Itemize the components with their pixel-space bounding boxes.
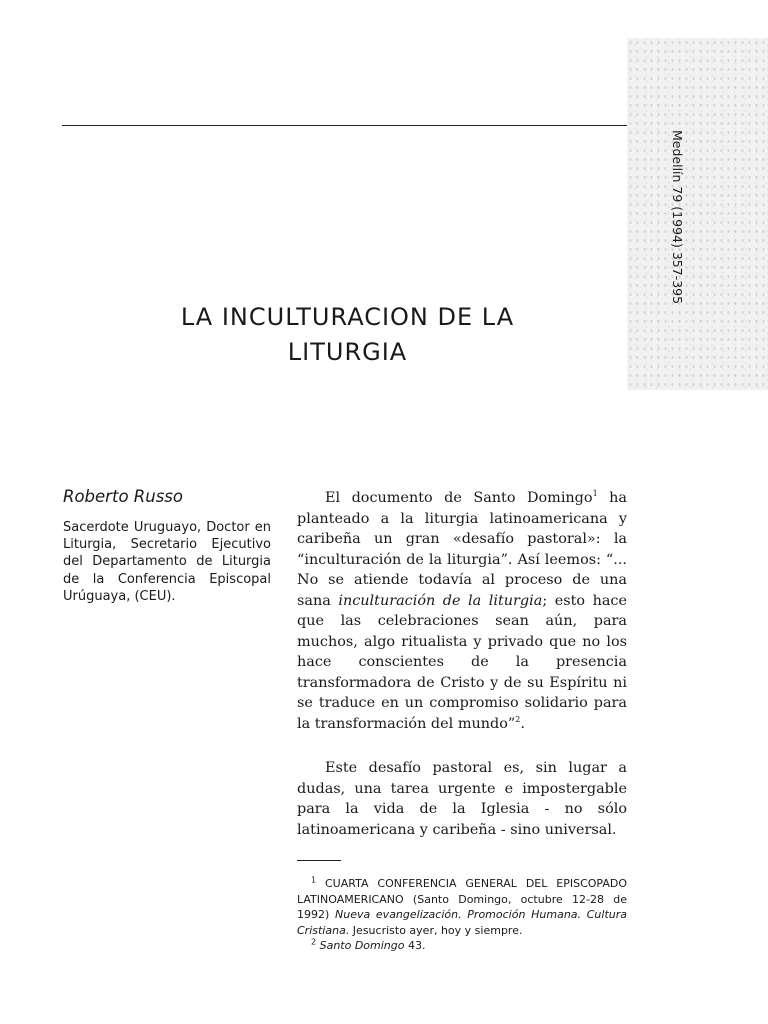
p1-text-c: ; esto hace que las celebraciones sean aún, para muchos, algo ritualista y privado que no los hace conscientes de la presencia transformadora de Cristo y de su Espíritu ni se traduce en un compromiso solidario para la transformación del mundo”: [297, 592, 627, 732]
scanned-margin-strip: [627, 38, 768, 390]
p1-emphasis: inculturación de la liturgia: [338, 592, 543, 609]
footnote-2-marker: 2: [311, 937, 317, 947]
footnote-1: [297, 876, 627, 938]
footnote-1-italic: Nueva evangelización. Promoción Humana. Cultura Cristiana.: [297, 908, 627, 937]
footnote-2: [297, 938, 627, 954]
footnote-2-tail: 43.: [404, 939, 426, 953]
author-name: Roberto Russo: [63, 487, 183, 506]
footnote-ref-1: 1: [592, 489, 598, 499]
p1-text-b: ha planteado a la liturgia latinoamericana y caribeña un gran «desafío pastoral»: la “inculturación de la liturgia”. Así leemos: “... No se atiende todavía al proceso de una sana: [297, 490, 627, 609]
footnote-1-tail: Jesucristo ayer, hoy y siempre.: [349, 923, 523, 937]
footnote-1-text: CUARTA CONFERENCIA GENERAL DEL EPISCOPADO LATINOAMERICANO (Santo Domingo, octubre 12-28 de 1992): [297, 877, 627, 922]
article-title: [100, 300, 595, 370]
title-line-1: LA INCULTURACION DE LA: [180, 303, 515, 331]
title-line-2: LITURGIA: [287, 338, 408, 366]
p1-text-d: .: [520, 715, 525, 732]
footnote-rule: [297, 860, 341, 861]
author-bio: Sacerdote Uruguayo, Doctor en Liturgia, Secretario Ejecutivo del Departamento de Liturgia de la Conferencia Episcopal Urúguaya, (CEU).: [63, 520, 271, 604]
footnote-ref-2: 2: [515, 714, 521, 724]
body-paragraph-1: [297, 488, 627, 734]
body-paragraph-2: [297, 758, 627, 840]
journal-citation: Medellín 79 (1994) 357-395: [670, 130, 685, 305]
p1-text-a: El documento de Santo Domingo: [325, 490, 593, 506]
footnotes: [297, 876, 627, 954]
p2-text: Este desafío pastoral es, sin lugar a dudas, una tarea urgente e impostergable para la vida de la Iglesia - no sólo latinoamericana y caribeña - sino universal.: [297, 760, 627, 838]
header-rule: [62, 125, 633, 126]
footnote-2-italic: Santo Domingo: [316, 939, 405, 953]
footnote-1-marker: 1: [311, 875, 317, 885]
